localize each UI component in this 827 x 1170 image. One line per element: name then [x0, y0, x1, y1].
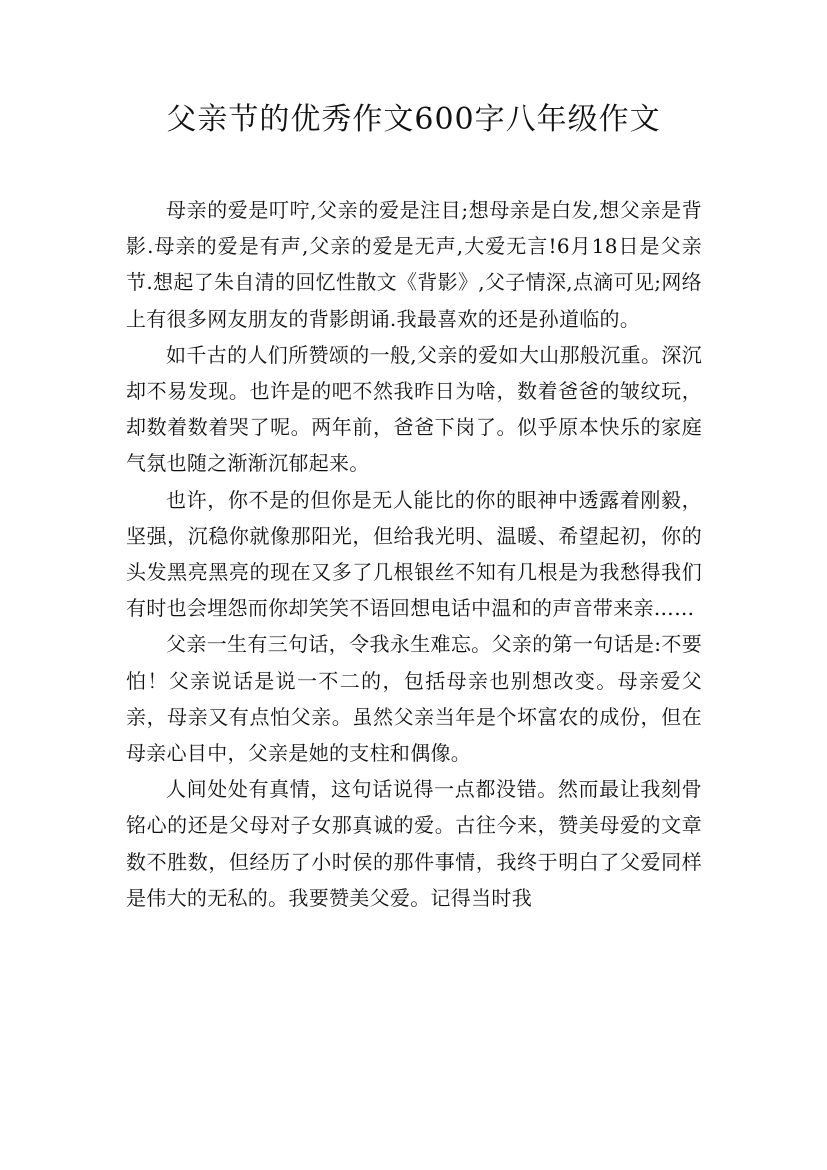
- document-body: [126, 192, 702, 916]
- paragraph: 母亲的爱是叮咛,父亲的爱是注目;想母亲是白发,想父亲是背影.母亲的爱是有声,父亲的爱是无声,大爱无言!6月18日是父亲节.想起了朱自清的回忆性散文《背影》,父子情深,点滴可见;网络上有很多网友朋友的背影朗诵.我最喜欢的还是孙道临的。: [126, 198, 702, 331]
- document-title: 父亲节的优秀作文600字八年级作文: [166, 102, 661, 137]
- paragraph: 也许，你不是的但你是无人能比的你的眼神中透露着刚毅，坚强，沉稳你就像那阳光，但给我光明、温暖、希望起初，你的头发黑亮黑亮的现在又多了几根银丝不知有几根是为我愁得我们有时也会埋怨而你却笑笑不语回想电话中温和的声音带来亲……: [126, 487, 702, 621]
- paragraph: 人间处处有真情，这句话说得一点都没错。然而最让我刻骨铭心的还是父母对子女那真诚的爱。古往今来，赞美母爱的文章数不胜数，但经历了小时侯的那件事情，我终于明白了父爱同样是伟大的无私的。我要赞美父爱。记得当时我: [126, 777, 702, 910]
- paragraph: 如千古的人们所赞颂的一般,父亲的爱如大山那般沉重。深沉却不易发现。也许是的吧不然我昨日为啥，数着爸爸的皱纹玩，却数着数着哭了呢。两年前，爸爸下岗了。似乎原本快乐的家庭气氛也随之渐渐沉郁起来。: [126, 342, 702, 476]
- paragraph: 父亲一生有三句话，令我永生难忘。父亲的第一句话是:不要怕！父亲说话是说一不二的，包括母亲也别想改变。母亲爱父亲，母亲又有点怕父亲。虽然父亲当年是个坏富农的成份，但在母亲心目中，父亲是她的支柱和偶像。: [126, 632, 702, 766]
